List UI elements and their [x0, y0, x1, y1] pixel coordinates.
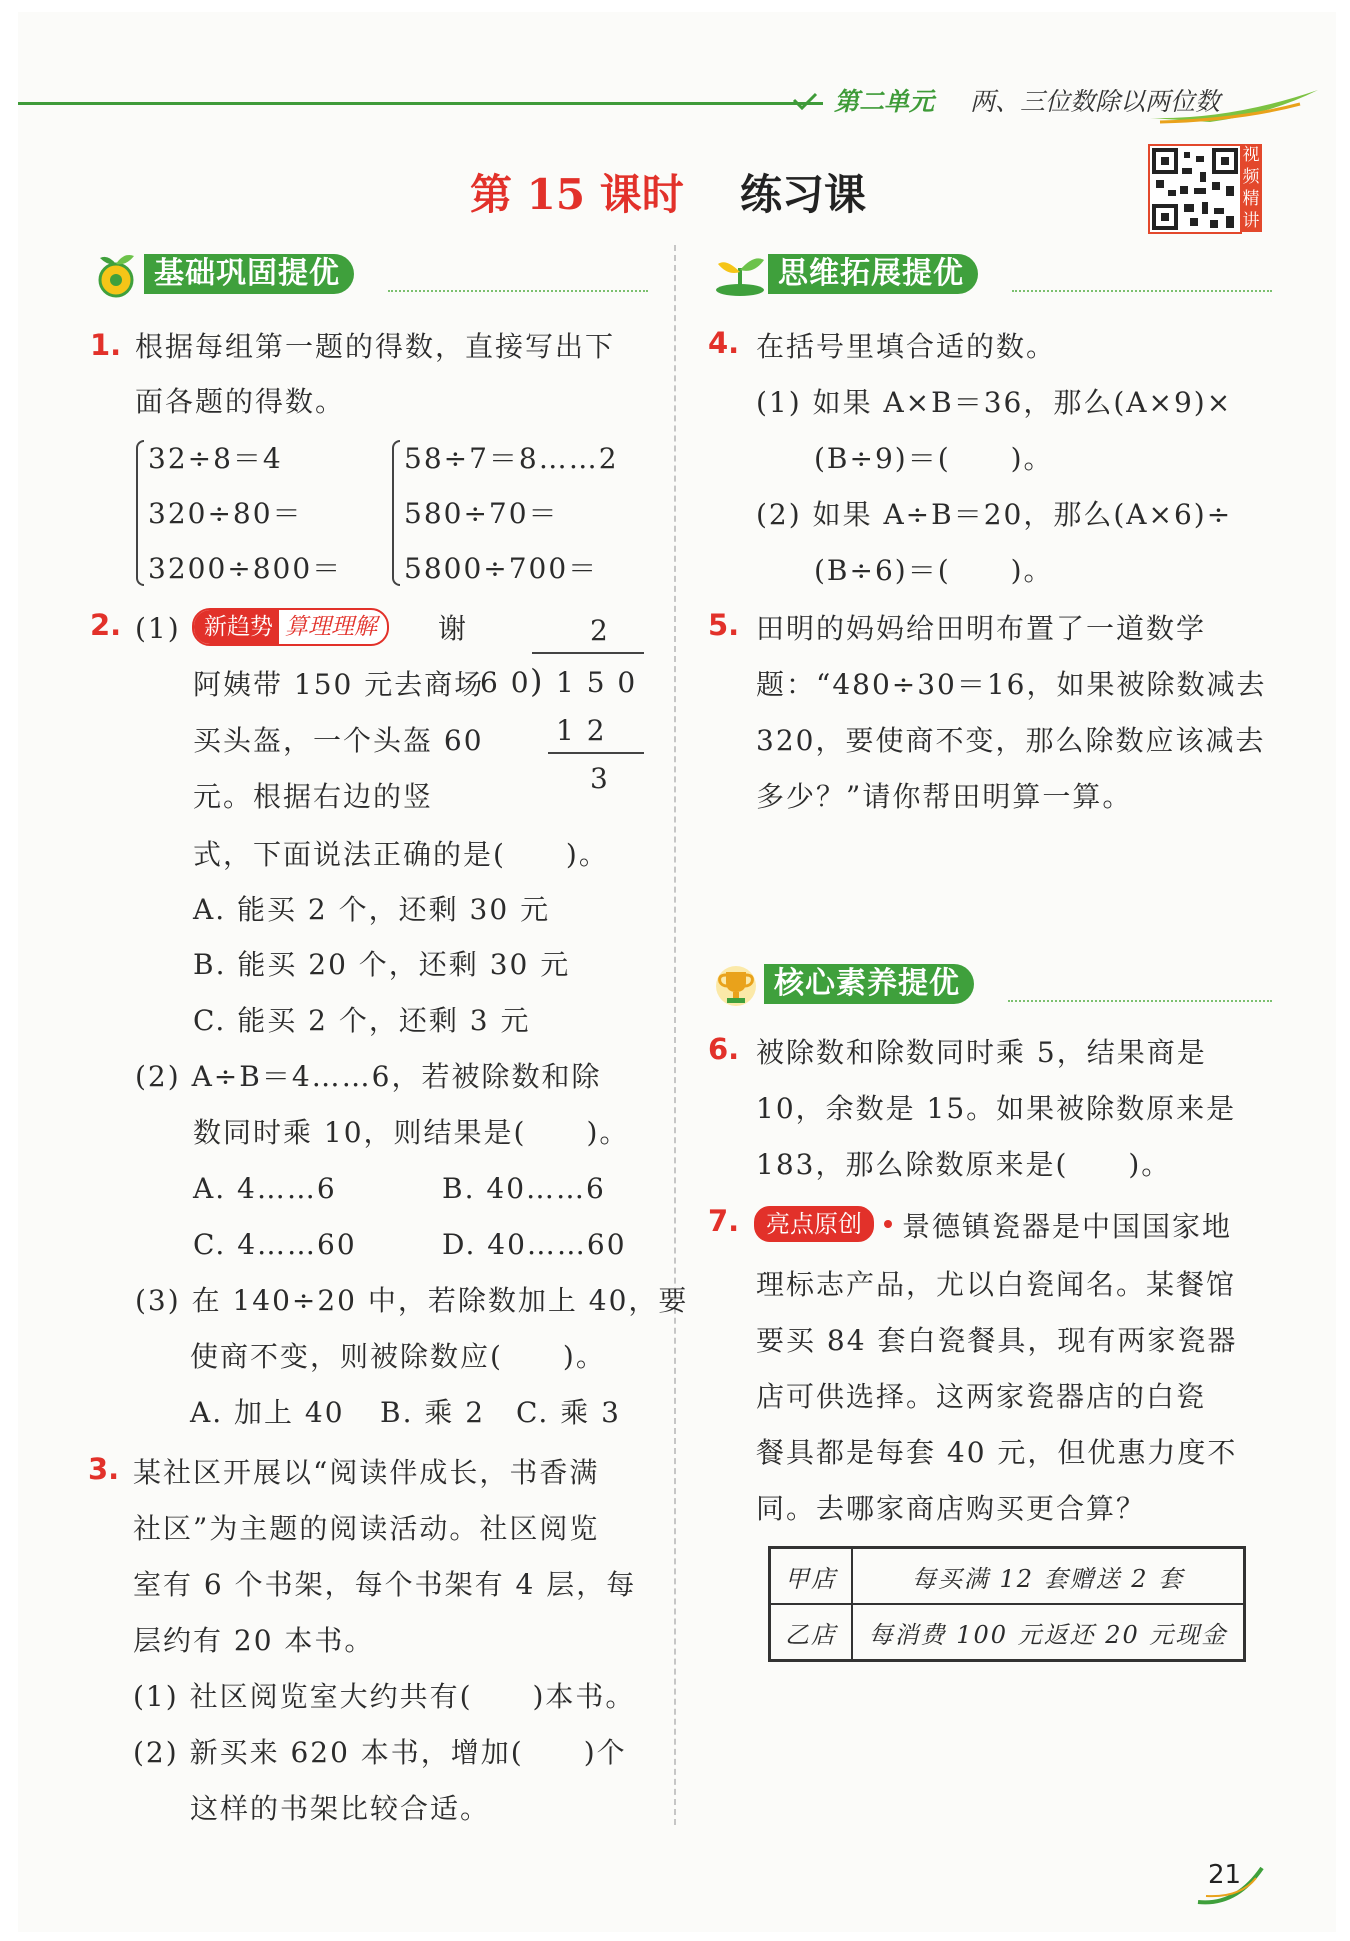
header-rule — [18, 102, 823, 105]
group2-item: 58÷7＝8……2 — [404, 442, 619, 475]
question-5-line: 多少？”请你帮田明算一算。 — [756, 780, 1133, 813]
question-7-line: 餐具都是每套 40 元，但优惠力度不 — [756, 1436, 1238, 1469]
question-2-line: 元。根据右边的竖 — [193, 780, 434, 813]
question-3-sub: 这样的书架比较合适。 — [190, 1792, 491, 1825]
question-1-line: 面各题的得数。 — [135, 385, 346, 418]
division-dividend: 1 5 0 — [556, 666, 638, 699]
question-4-line: 在括号里填合适的数。 — [756, 330, 1057, 363]
question-4-sub: (B÷9)＝( )。 — [814, 442, 1054, 475]
section-dots — [1008, 1000, 1272, 1002]
question-6-line: 183，那么除数原来是( )。 — [756, 1148, 1172, 1181]
trend-tag-label: 新趋势 — [194, 610, 279, 644]
group1-item: 32÷8＝4 — [148, 442, 283, 475]
question-5-line: 题：“480÷30＝16，如果被除数减去 — [756, 668, 1267, 701]
qr-video-tag: 视频精讲 — [1240, 144, 1262, 232]
question-2-number: 2. — [90, 608, 122, 642]
section-basic-title: 基础巩固提优 — [144, 254, 354, 294]
question-2-line: 阿姨带 150 元去商场 — [193, 668, 485, 701]
question-4-sub: (1) 如果 A×B＝36，那么(A×9)× — [756, 386, 1233, 419]
unit-title: 两、三位数除以两位数 — [970, 87, 1221, 116]
option: C. 能买 2 个，还剩 3 元 — [193, 1004, 531, 1037]
option: D. 40……60 — [442, 1228, 627, 1261]
question-3-sub: (2) 新买来 620 本书，增加( )个 — [133, 1736, 627, 1769]
option: B. 能买 20 个，还剩 30 元 — [193, 948, 571, 981]
checkmark-icon — [790, 92, 820, 114]
question-2-part1-label: (1) — [135, 612, 181, 645]
section-core-header — [708, 960, 1272, 1006]
group2-item: 5800÷700＝ — [404, 552, 599, 585]
trend-tag-sub: 算理理解 — [285, 614, 377, 640]
question-2-line: 买头盔，一个头盔 60 — [193, 724, 484, 757]
qr-code[interactable] — [1148, 144, 1242, 234]
division-product: 1 2 — [556, 714, 607, 747]
trend-tag — [192, 608, 389, 646]
question-3-line: 层约有 20 本书。 — [133, 1624, 375, 1657]
table-cell-shop: 乙店 — [770, 1604, 853, 1661]
question-2-part3: (3) 在 140÷20 中，若除数加上 40，要 — [135, 1284, 689, 1317]
question-4-sub: (2) 如果 A÷B＝20，那么(A×6)÷ — [756, 498, 1233, 531]
tag-dot — [884, 1220, 892, 1228]
question-1-number: 1. — [90, 328, 122, 362]
page-swoosh-icon — [1196, 1862, 1268, 1906]
division-bar — [532, 652, 644, 654]
original-tag: 亮点原创 — [754, 1206, 874, 1242]
qr-pattern-icon — [1150, 146, 1240, 232]
option: A. 能买 2 个，还剩 30 元 — [193, 893, 551, 926]
question-2-part3: 使商不变，则被除数应( )。 — [190, 1340, 606, 1373]
table-cell-shop: 甲店 — [770, 1548, 853, 1605]
brace-right-group — [392, 440, 400, 586]
question-7-line: 景德镇瓷器是中国国家地 — [902, 1210, 1233, 1243]
question-3-line: 社区”为主题的阅读活动。社区阅览 — [133, 1512, 600, 1545]
division-quotient: 2 — [590, 614, 610, 647]
section-core-title: 核心素养提优 — [764, 964, 974, 1004]
lesson-number: 第 15 课时 — [470, 170, 684, 219]
division-subtract-line — [548, 752, 644, 754]
section-thinking-title: 思维拓展提优 — [768, 254, 978, 294]
division-divisor: 6 0 — [480, 666, 531, 699]
leaf-swoosh-icon — [1150, 86, 1320, 126]
table-row — [770, 1604, 1245, 1661]
column-divider — [674, 245, 676, 1825]
question-5-line: 320，要使商不变，那么除数应该减去 — [756, 724, 1266, 757]
table-cell-offer: 每买满 12 套赠送 2 套 — [852, 1548, 1245, 1605]
gear-sprout-icon — [88, 250, 144, 298]
question-2-part2: 数同时乘 10，则结果是( )。 — [193, 1116, 630, 1149]
question-2-line: 谢 — [438, 612, 469, 645]
option: C. 乘 3 — [516, 1396, 621, 1429]
lesson-title: 练习课 — [740, 170, 867, 219]
question-6-line: 10，余数是 15。如果被除数原来是 — [756, 1092, 1237, 1125]
question-5-line: 田明的妈妈给田明布置了一道数学 — [756, 612, 1207, 645]
section-thinking-header — [712, 250, 1272, 296]
section-basic-header — [88, 250, 648, 296]
trophy-icon — [708, 960, 764, 1008]
question-7-line: 店可供选择。这两家瓷器店的白瓷 — [756, 1380, 1207, 1413]
question-1-line: 根据每组第一题的得数，直接写出下 — [135, 330, 616, 363]
group1-item: 320÷80＝ — [148, 497, 303, 530]
group2-item: 580÷70＝ — [404, 497, 559, 530]
question-4-number: 4. — [708, 326, 740, 360]
question-3-sub: (1) 社区阅览室大约共有( )本书。 — [133, 1680, 636, 1713]
question-3-number: 3. — [88, 1452, 120, 1486]
question-2-part2: (2) A÷B＝4……6，若被除数和除 — [135, 1060, 602, 1093]
brace-left-group — [136, 440, 144, 586]
unit-label: 第二单元 — [834, 87, 935, 116]
question-6-line: 被除数和除数同时乘 5，结果商是 — [756, 1036, 1207, 1069]
page-number: 21 — [1208, 1860, 1242, 1890]
option: C. 4……60 — [193, 1228, 357, 1261]
sprout-icon — [712, 250, 768, 298]
question-2-line: 式，下面说法正确的是( )。 — [193, 838, 609, 871]
section-dots — [388, 290, 648, 292]
option: B. 40……6 — [442, 1172, 606, 1205]
question-3-line: 某社区开展以“阅读伴成长，书香满 — [133, 1456, 600, 1489]
table-row — [770, 1548, 1245, 1605]
option: A. 4……6 — [193, 1172, 337, 1205]
question-5-number: 5. — [708, 608, 740, 642]
question-7-line: 同。去哪家商店购买更合算？ — [756, 1492, 1147, 1525]
division-remainder: 3 — [590, 762, 610, 795]
question-3-line: 室有 6 个书架，每个书架有 4 层，每 — [133, 1568, 637, 1601]
question-7-line: 要买 84 套白瓷餐具，现有两家瓷器 — [756, 1324, 1238, 1357]
table-cell-offer: 每消费 100 元返还 20 元现金 — [852, 1604, 1245, 1661]
question-7-number: 7. — [708, 1204, 740, 1238]
division-bracket: ) — [530, 662, 545, 700]
group1-item: 3200÷800＝ — [148, 552, 343, 585]
section-dots — [1012, 290, 1272, 292]
question-4-sub: (B÷6)＝( )。 — [814, 554, 1054, 587]
shop-offer-table — [768, 1546, 1246, 1662]
question-6-number: 6. — [708, 1032, 740, 1066]
option: A. 加上 40 — [190, 1396, 345, 1429]
question-7-line: 理标志产品，尤以白瓷闻名。某餐馆 — [756, 1268, 1237, 1301]
option: B. 乘 2 — [380, 1396, 486, 1429]
